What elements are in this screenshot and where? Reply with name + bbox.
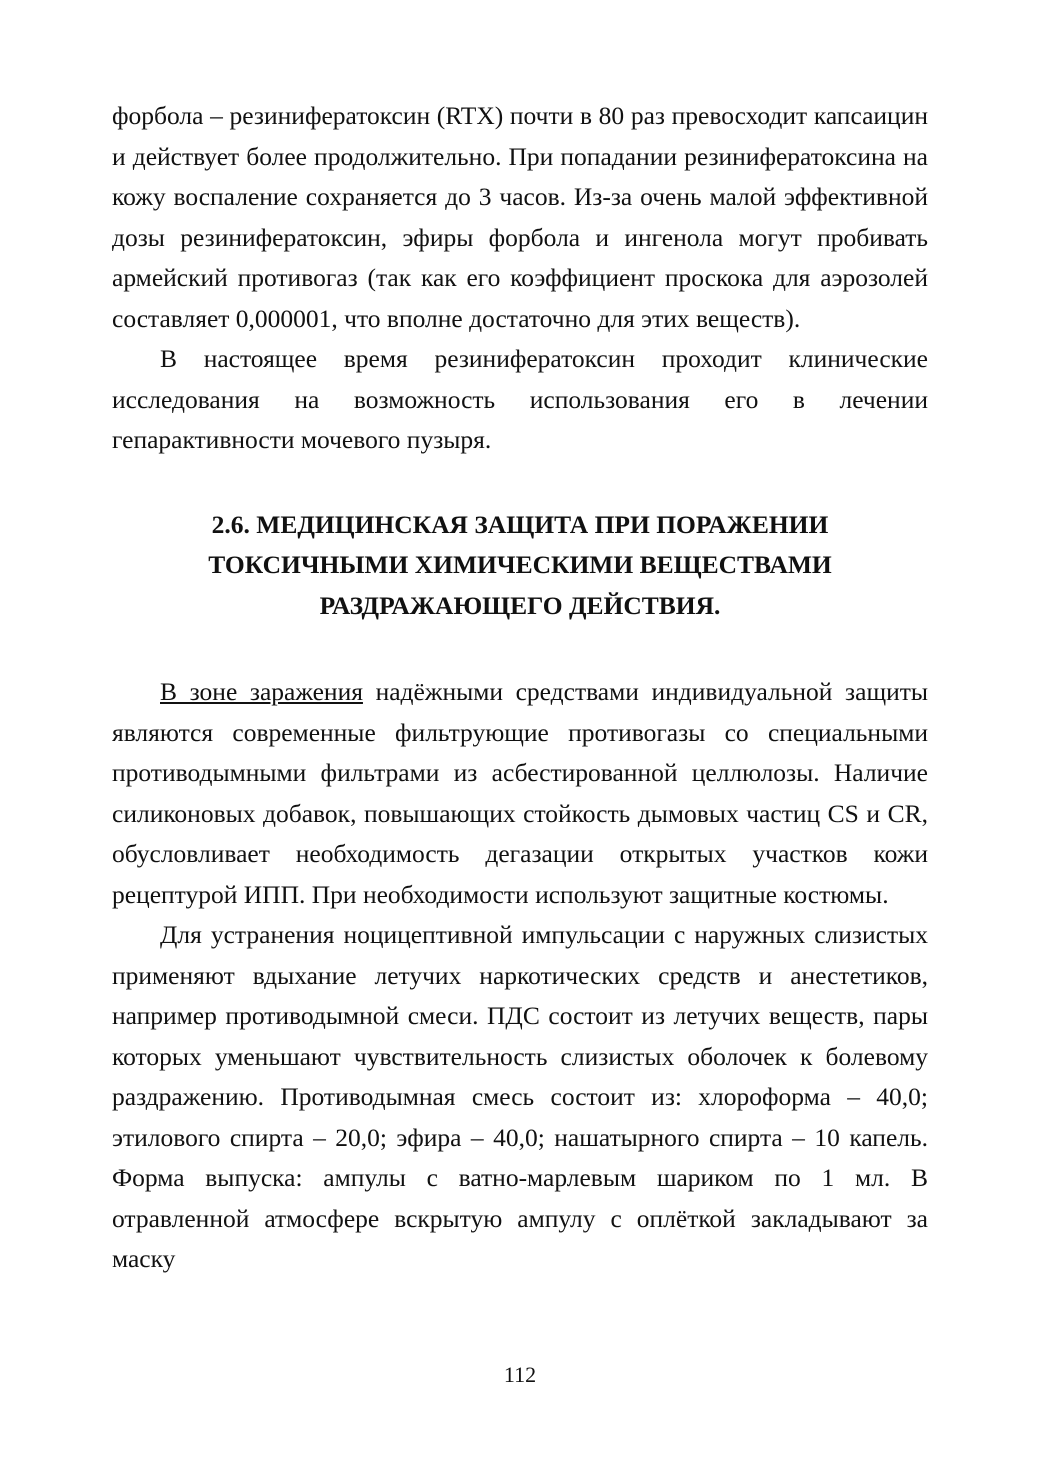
underlined-phrase: В зоне заражения xyxy=(160,677,363,706)
paragraph-clinical-research: В настоящее время резинифератоксин проходит клинические исследования на возможность использования его в лечении гепарактивности мочевого пузыря. xyxy=(112,344,928,454)
paragraph-protection-zone-text: надёжными средствами индивидуальной защиты являются современные фильтрующие противогазы со специальными противодымными фильтрами из асбестированной целлюлозы. Наличие силиконовых добавок, повышающих стойкость дымовых частиц CS и CR, обусловливает необходимость дегазации открытых участков кожи рецептурой ИПП. При необходимости используют защитные костюмы. xyxy=(112,677,928,909)
page-number: 112 xyxy=(503,1362,537,1387)
section-heading xyxy=(112,505,928,627)
section-heading-line-2: ТОКСИЧНЫМИ ХИМИЧЕСКИМИ ВЕЩЕСТВАМИ xyxy=(208,550,832,579)
paragraph-anti-smoke-mixture: Для устранения ноцицептивной импульсации с наружных слизистых применяют вдыхание летучих наркотических средств и анестетиков, например противодымной смеси. ПДС состоит из летучих веществ, пары которых уменьшают чувствительность слизистых оболочек к болевому раздражению. Противодымная смесь состоит из: хлороформа – 40,0; этилового спирта – 20,0; эфира – 40,0; нашатырного спирта – 10 капель. Форма выпуска: ампулы с ватно-марлевым шариком по 1 мл. В отравленной атмосфере вскрытую ампулу с оплёткой закладывают за маску xyxy=(112,920,928,1273)
page-body xyxy=(112,96,928,1280)
section-heading-line-3: РАЗДРАЖАЮЩЕГО ДЕЙСТВИЯ. xyxy=(319,590,721,620)
section-heading-line-1: 2.6. МЕДИЦИНСКАЯ ЗАЩИТА ПРИ ПОРАЖЕНИИ xyxy=(211,509,829,539)
paragraph-protection-zone xyxy=(112,672,928,915)
paragraph-rtx-continuation: форбола – резинифератоксин (RTX) почти в 80 раз превосходит капсаицин и действует более продолжительно. При попадании резинифератоксина на кожу воспаление сохраняется до 3 часов. Из-за очень малой эффективной дозы резинифератоксин, эфиры форбола и ингенола могут пробивать армейский противогаз (так как его коэффициент проскока для аэрозолей составляет 0,000001, что вполне достаточно для этих веществ). xyxy=(112,101,928,333)
